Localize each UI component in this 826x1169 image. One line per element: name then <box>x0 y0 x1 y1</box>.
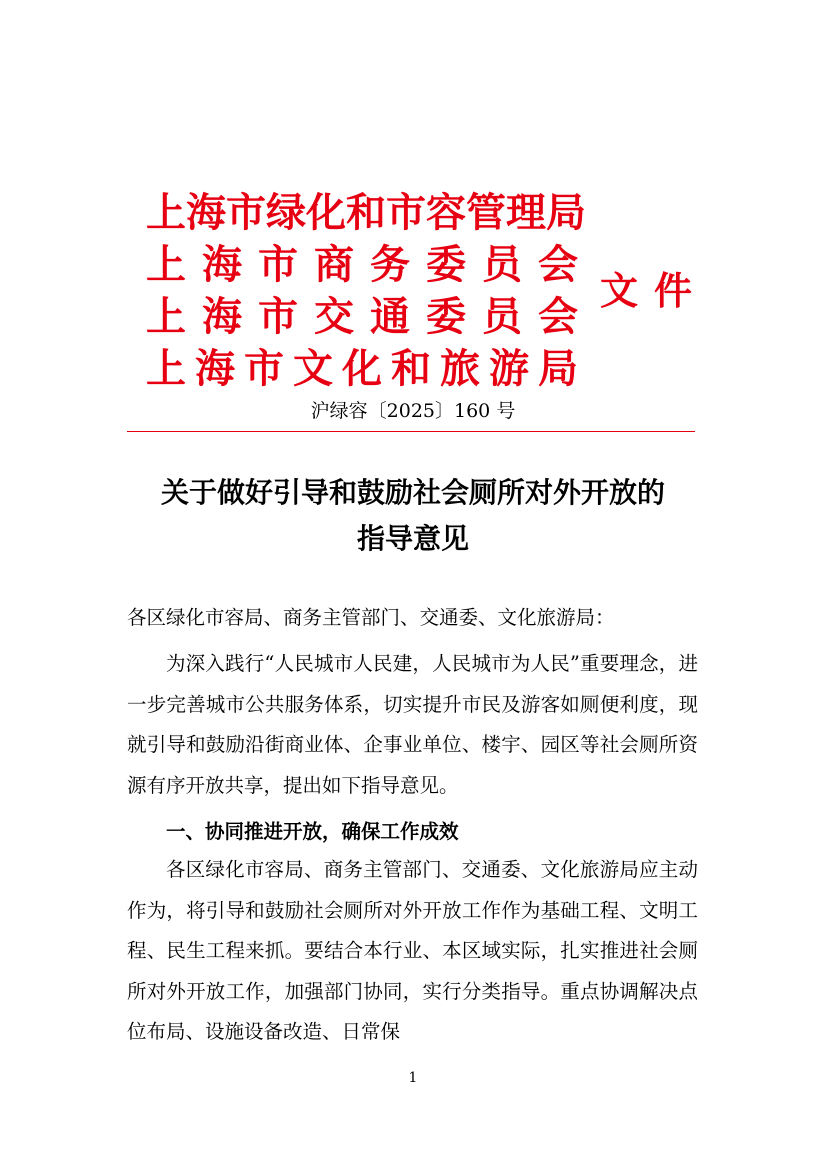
section-1-paragraph: 各区绿化市容局、商务主管部门、交通委、文化旅游局应主动作为，将引导和鼓励社会厕所对外开放工作作为基础工程、文明工程、民生工程来抓。要结合本行业、本区域实际，扎实推进社会厕所对外开放工作，加强部门协同，实行分类指导。重点协调解决点位布局、设施设备改造、日常保 <box>127 858 698 1043</box>
header-divider <box>127 431 695 432</box>
document-title-line-2: 指导意见 <box>356 522 469 555</box>
intro-paragraph: 为深入践行“人民城市人民建，人民城市为人民”重要理念，进一步完善城市公共服务体系，切实提升市民及游客如厕便利度，现就引导和鼓励沿街商业体、企事业单位、楼宇、园区等社会厕所资源有序开放共享，提出如下指导意见。 <box>127 652 698 797</box>
document-type-label: 文 件 <box>600 268 692 313</box>
page-number: 1 <box>408 1070 418 1086</box>
salutation: 各区绿化市容局、商务主管部门、交通委、文化旅游局： <box>127 606 615 629</box>
issuer-line-1: 上 海 市 绿 化 和 市 容 管 理 局 <box>146 189 586 236</box>
document-number: 沪绿容〔2025〕160 号 <box>310 400 516 422</box>
issuer-line-2: 上 海 市 商 务 委 员 会 <box>146 241 578 288</box>
document-title-line-1: 关于做好引导和鼓励社会厕所对外开放的 <box>160 476 665 509</box>
issuer-line-4: 上 海 市 文 化 和 旅 游 局 <box>146 345 578 392</box>
section-1-heading: 一、协同推进开放，确保工作成效 <box>166 820 459 843</box>
issuer-line-3: 上 海 市 交 通 委 员 会 <box>146 293 578 340</box>
